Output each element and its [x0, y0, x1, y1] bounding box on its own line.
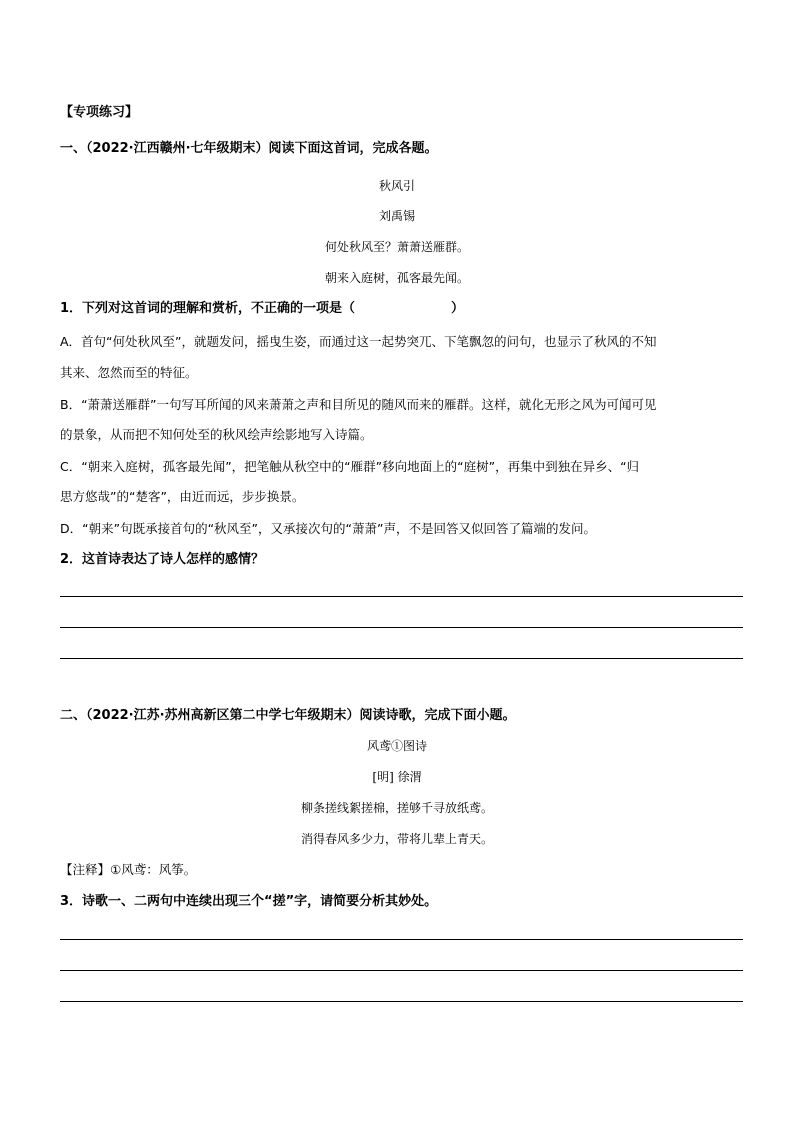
poem2-line-2: 消得春风多少力，带将儿辈上青天。 — [300, 832, 493, 846]
part1-heading: 一、（2022·江西赣州·七年级期末）阅读下面这首词，完成各题。 — [60, 141, 438, 156]
option-d-line-1: D．“朝来”句既承接首句的“秋风至”，又承接次句的“萧萧”声，不是回答又似回答了篇端的发问。 — [60, 521, 596, 536]
answer-line-4[interactable] — [60, 939, 743, 940]
annotation-note: 【注释】①风鸢：风筝。 — [60, 862, 197, 877]
answer-line-1[interactable] — [60, 596, 743, 597]
answer-line-6[interactable] — [60, 1001, 743, 1002]
poem2-title: 风鸢①图诗 — [366, 739, 427, 753]
answer-line-5[interactable] — [60, 970, 743, 971]
poem1-author: 刘禹锡 — [378, 209, 415, 223]
section-title: 【专项练习】 — [60, 105, 139, 120]
option-c-line-2: 思方悠哉”的“楚客”，由近而远，步步换景。 — [60, 489, 305, 504]
question-3: 3．诗歌一、二两句中连续出现三个“搓”字，请简要分析其妙处。 — [60, 894, 438, 909]
question-1-stem: 1．下列对这首词的理解和赏析，不正确的一项是（ — [60, 301, 356, 316]
option-b-line-1: B．“萧萧送雁群”一句写耳所闻的风来萧萧之声和目所见的随风而来的雁群。这样，就化无形之风为可闻可见 — [60, 397, 657, 412]
option-b-line-2: 的景象，从而把不知何处至的秋风绘声绘影地写入诗篇。 — [60, 427, 373, 442]
poem1-line-2: 朝来入庭树，孤客最先闻。 — [324, 271, 469, 285]
option-a-line-2: 其来、忽然而至的特征。 — [60, 365, 198, 380]
option-a-line-1: A．首句“何处秋风至”，就题发问，摇曳生姿，而通过这一起势突兀、下笔飘忽的问句，也显示了秋风的不知 — [60, 334, 657, 349]
answer-line-2[interactable] — [60, 627, 743, 628]
question-2: 2．这首诗表达了诗人怎样的感情？ — [60, 552, 265, 567]
poem1-line-1: 何处秋风至？萧萧送雁群。 — [324, 240, 469, 254]
option-c-line-1: C．“朝来入庭树，孤客最先闻”，把笔触从秋空中的“雁群”移向地面上的“庭树”，再集中到独在异乡、“归 — [60, 459, 640, 474]
answer-line-3[interactable] — [60, 658, 743, 659]
question-1 — [60, 300, 745, 318]
question-1-stem-end: ） — [451, 301, 465, 316]
poem1-title: 秋风引 — [378, 179, 415, 193]
part2-heading: 二、（2022·江苏·苏州高新区第二中学七年级期末）阅读诗歌，完成下面小题。 — [60, 708, 516, 723]
poem2-line-1: 柳条搓线絮搓棉，搓够千寻放纸鸢。 — [300, 801, 493, 815]
poem2-author: [明] 徐渭 — [372, 770, 422, 784]
